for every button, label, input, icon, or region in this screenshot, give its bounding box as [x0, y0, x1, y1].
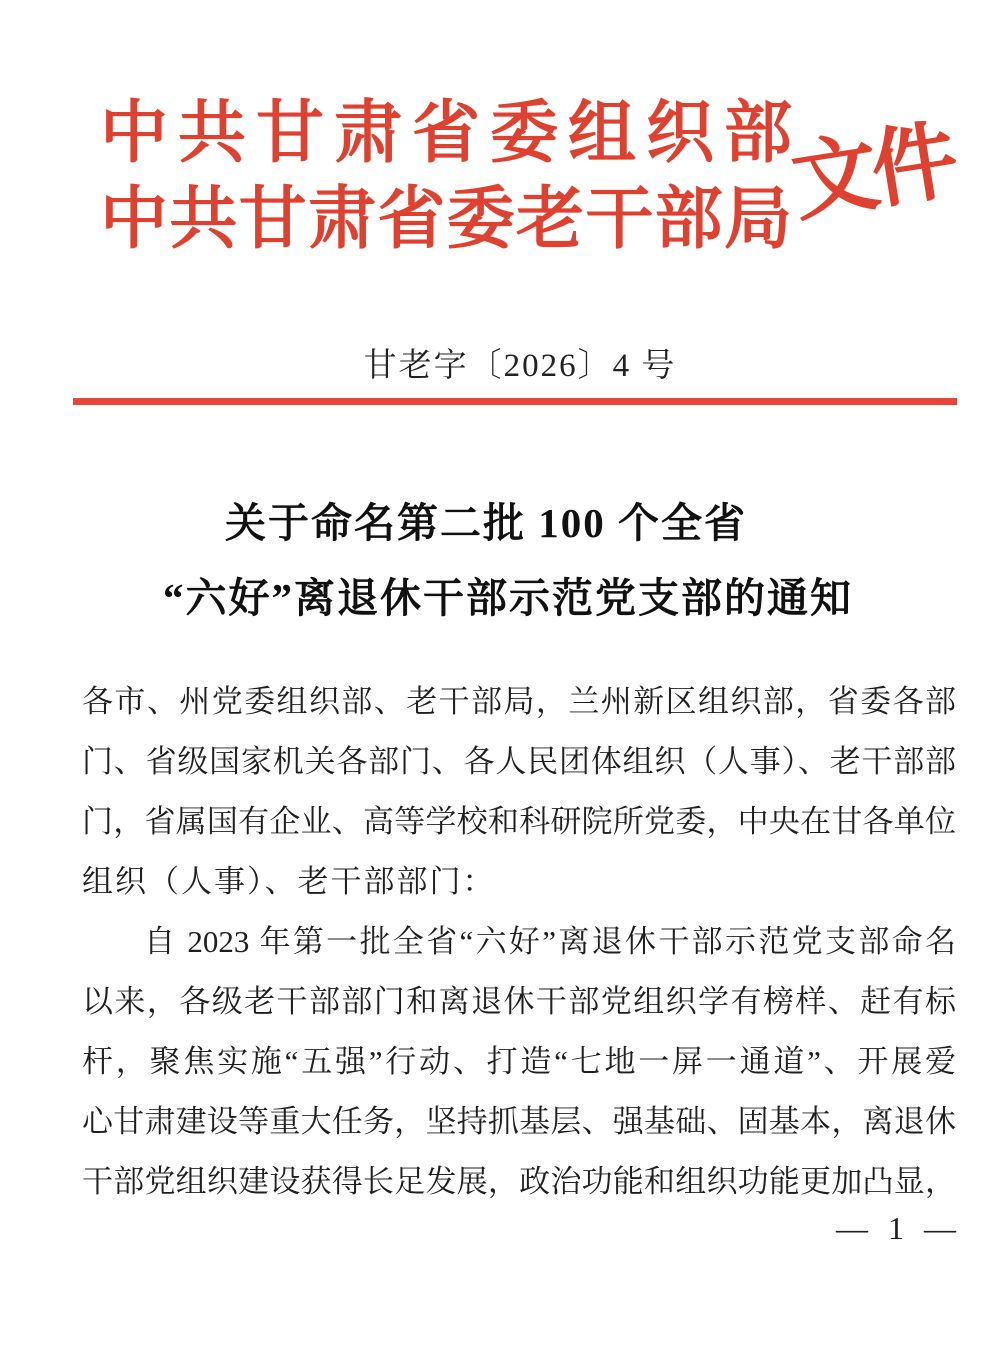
document-reference-number: 甘老字〔2026〕4 号: [363, 348, 677, 384]
page-number: — 1 —: [836, 1210, 962, 1246]
red-divider-rule: [73, 398, 957, 405]
addressee-paragraph: [82, 672, 956, 912]
body-line: 组织（人事）、老干部部门：: [82, 864, 496, 899]
body-line: 以来，各级老干部部门和离退休干部党组织学有榜样、赶有标: [82, 984, 956, 1019]
issuer-name-line2: 中共甘肃省委老干部局: [100, 181, 792, 257]
body-line: 杆，聚焦实施“五强”行动、打造“七地一屏一通道”、开展爱: [82, 1044, 956, 1079]
body-line: 门，省属国有企业、高等学校和科研院所党委，中央在甘各单位: [82, 804, 956, 839]
document-body: [82, 672, 956, 1212]
document-title-line2: “六好”离退休干部示范党支部的通知: [163, 575, 853, 621]
body-line: 自 2023 年第一批全省“六好”离退休干部示范党支部命名: [144, 924, 956, 959]
body-line: 干部党组织建设获得长足发展，政治功能和组织功能更加凸显，: [82, 1164, 956, 1199]
body-line: 心甘肃建设等重大任务，坚持抓基层、强基础、固基本，离退休: [82, 1104, 956, 1139]
document-title-line1: 关于命名第二批 100 个全省: [225, 500, 747, 546]
document-type-stamp: 文件: [785, 112, 959, 233]
body-line: 门、省级国家机关各部门、各人民团体组织（人事）、老干部部: [82, 744, 956, 779]
issuer-name-line1: 中共甘肃省委组织部: [100, 95, 792, 171]
content-paragraph: [82, 912, 956, 1212]
body-line: 各市、州党委组织部、老干部局，兰州新区组织部，省委各部: [82, 684, 956, 719]
